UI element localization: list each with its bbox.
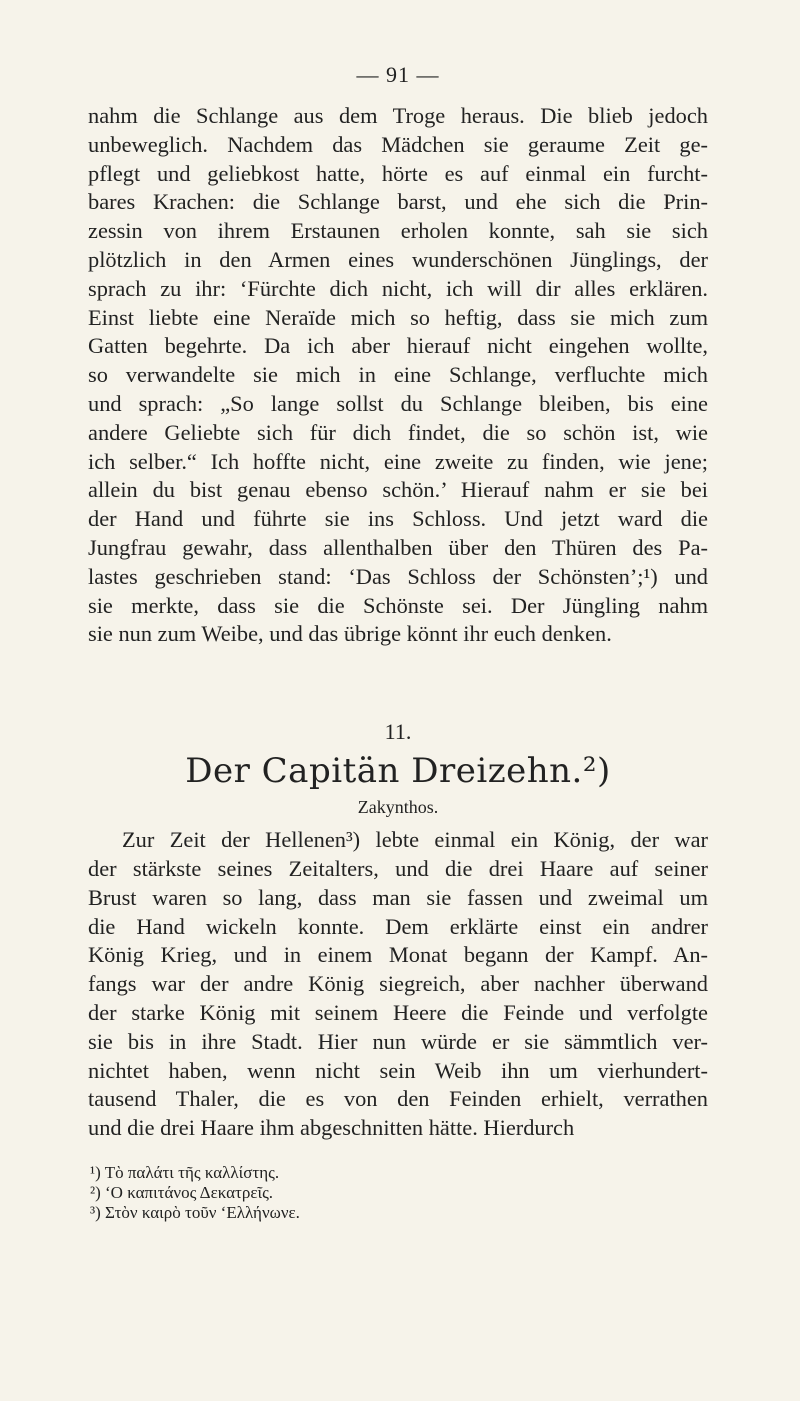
text-line: bares Krachen: die Schlange barst, und ehe sich die Prin-: [88, 189, 708, 215]
text-line: und sprach: „So lange sollst du Schlange bleiben, bis eine: [88, 390, 708, 416]
text-line: tausend Thaler, die es von den Feinden erhielt, verrathen: [88, 1086, 708, 1112]
text-line: lastes geschrieben stand: ‘Das Schloss der Schönsten’;¹) und: [88, 563, 708, 589]
text-line: der starke König mit seinem Heere die Feinde und verfolgte: [88, 999, 708, 1025]
text-line: sprach zu ihr: ‘Fürchte dich nicht, ich will dir alles erklären.: [88, 275, 708, 301]
text-line: sie merkte, dass sie die Schönste sei. Der Jüngling nahm: [88, 592, 708, 618]
text-line: König Krieg, und in einem Monat begann der Kampf. An-: [88, 942, 708, 968]
text-line: nichtet haben, wenn nicht sein Weib ihn um vierhundert-: [88, 1057, 708, 1083]
text-line: pflegt und geliebkost hatte, hörte es auf einmal ein furcht-: [88, 160, 708, 186]
text-line: zessin von ihrem Erstaunen erholen konnte, sah sie sich: [88, 218, 708, 244]
footnote: ³) Στὸν καιρὸ τοῦν ‘Ελλήνωνε.: [90, 1202, 300, 1222]
text-line: Jungfrau gewahr, dass allenthalben über den Thüren des Pa-: [88, 534, 708, 560]
text-line: nahm die Schlange aus dem Troge heraus. Die blieb jedoch: [88, 103, 708, 128]
text-line: der Hand und führte sie ins Schloss. Und jetzt ward die: [88, 506, 708, 532]
text-line: und die drei Haare ihm abgeschnitten hätte. Hierdurch: [88, 1115, 575, 1141]
text-line: Zur Zeit der Hellenen³) lebte einmal ein König, der war: [122, 827, 708, 853]
text-line: so verwandelte sie mich in eine Schlange, verfluchte mich: [88, 362, 708, 388]
footnote: ¹) Τὸ παλάτι τῆς καλλίστης.: [90, 1162, 280, 1182]
text-line: Einst liebte eine Neraïde mich so heftig, dass sie mich zum: [88, 304, 708, 330]
section-number: 11.: [384, 719, 412, 745]
text-line: Gatten begehrte. Da ich aber hierauf nicht eingehen wollte,: [88, 333, 708, 359]
text-line: sie nun zum Weibe, und das übrige könnt ihr euch denken.: [88, 621, 612, 647]
text-line: plötzlich in den Armen eines wunderschönen Jünglings, der: [88, 246, 708, 272]
text-line: der stärkste seines Zeitalters, und die drei Haare auf seiner: [88, 855, 708, 881]
text-line: sie bis in ihre Stadt. Hier nun würde er sie sämmtlich ver-: [88, 1028, 708, 1054]
book-page: [88, 62, 708, 1223]
section-title: Der Capitän Dreizehn.²): [185, 751, 611, 792]
paragraph-story-ending: [88, 102, 708, 649]
page-number: — 91 —: [356, 62, 440, 87]
text-line: fangs war der andre König siegreich, aber nachher überwand: [88, 971, 708, 997]
footnote: ²) ‘Ο καπιτάνος Δεκατρεῖς.: [90, 1182, 274, 1202]
text-line: Brust waren so lang, dass man sie fassen und zweimal um: [88, 884, 708, 910]
text-line: andere Geliebte sich für dich findet, die so schön ist, wie: [88, 419, 708, 445]
footnotes: [88, 1163, 708, 1223]
section-location: Zakynthos.: [357, 797, 439, 818]
text-line: unbeweglich. Nachdem das Mädchen sie geraume Zeit ge-: [88, 131, 708, 157]
text-line: die Hand wickeln konnte. Dem erklärte einst ein andrer: [88, 913, 708, 939]
text-line: ich selber.“ Ich hoffte nicht, eine zweite zu finden, wie jene;: [88, 448, 708, 474]
paragraph-story-beginning: [88, 826, 708, 1143]
text-line: allein du bist genau ebenso schön.’ Hierauf nahm er sie bei: [88, 477, 708, 503]
